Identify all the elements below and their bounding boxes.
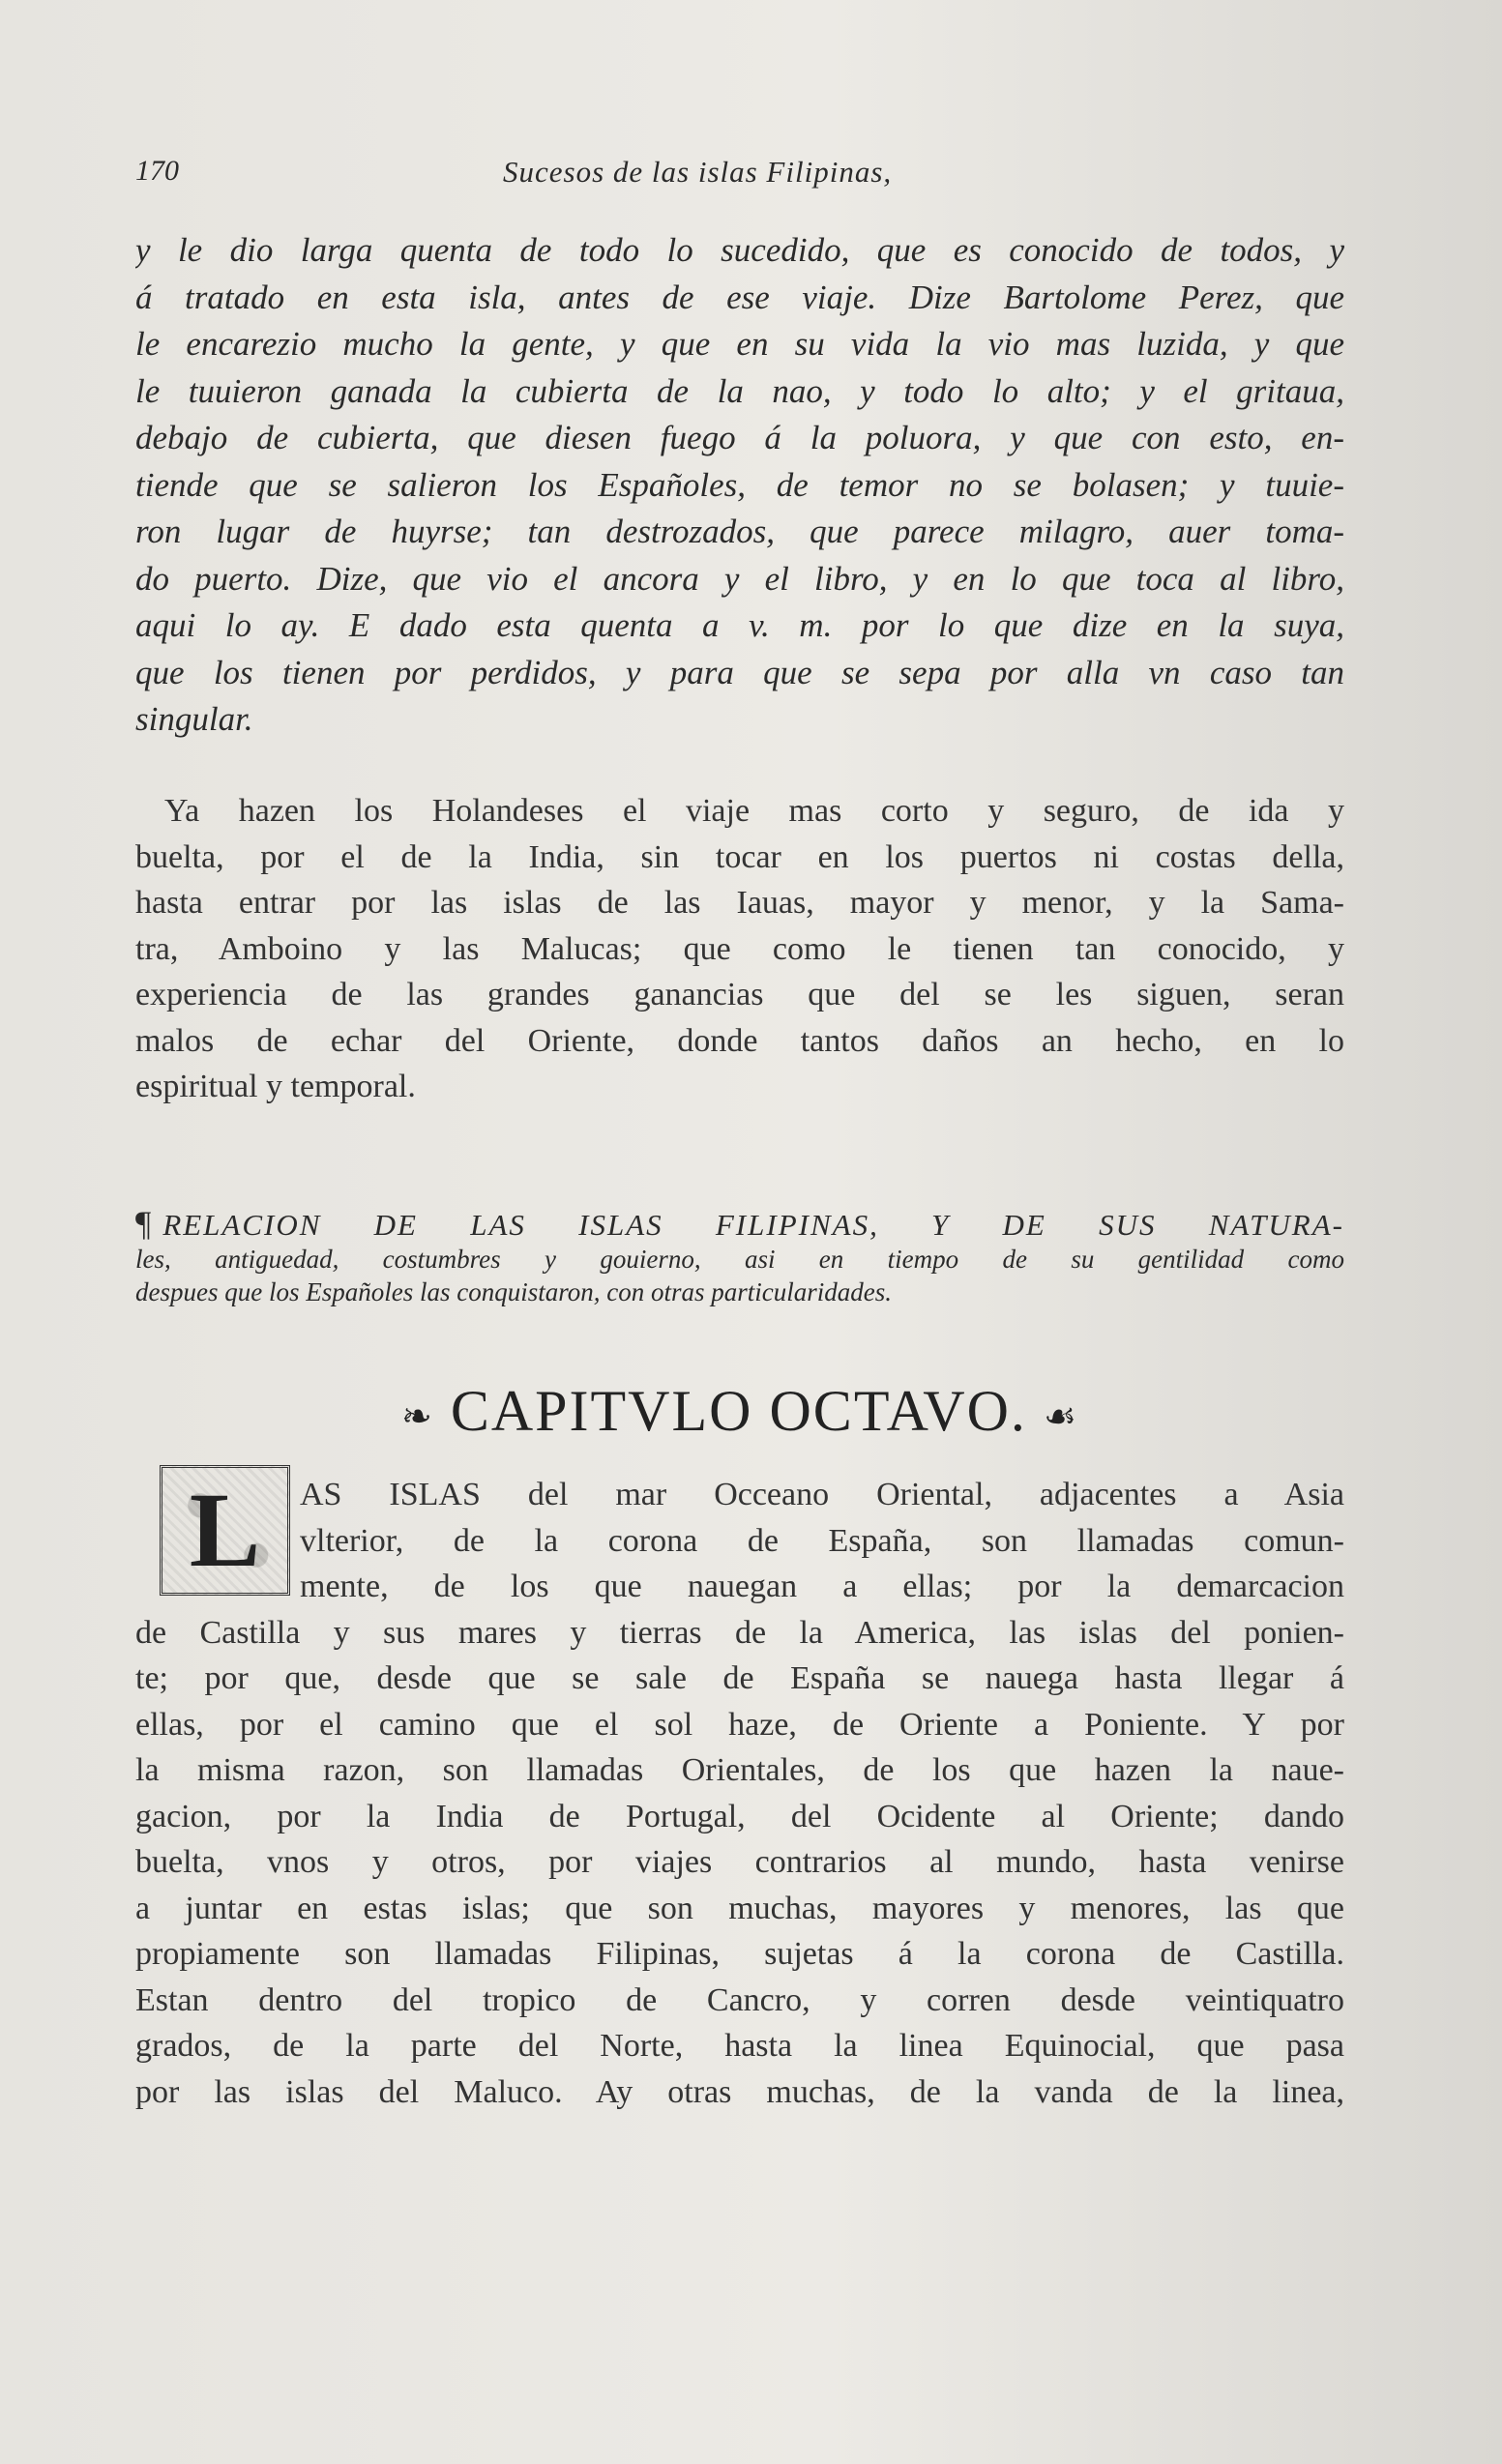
- text-line: Estan dentro del tropico de Cancro, y corren desde veintiquatro: [135, 1981, 1344, 2018]
- text-line: tra, Amboino y las Malucas; que como le tienen tan conocido, y: [135, 930, 1344, 967]
- text-line: singular.: [135, 700, 253, 738]
- text-line: espiritual y temporal.: [135, 1069, 416, 1104]
- text-line: AS ISLAS del mar Occeano Oriental, adjacentes a Asia: [300, 1477, 1344, 1512]
- running-head: Sucesos de las islas Filipinas,: [503, 155, 893, 189]
- text-line: por las islas del Maluco. Ay otras muchas, de la vanda de la linea,: [135, 2073, 1344, 2110]
- page-header: [135, 155, 1344, 203]
- chapter-title-text: CAPITVLO OCTAVO.: [450, 1379, 1027, 1443]
- relacion-line: les, antiguedad, costumbres y gouierno, asi en tiempo de su gentilidad como: [135, 1245, 1344, 1274]
- text-line: do puerto. Dize, que vio el ancora y el libro, y en lo que toca al libro,: [135, 559, 1344, 598]
- text-line: grados, de la parte del Norte, hasta la linea Equinocial, que pasa: [135, 2028, 1344, 2064]
- relacion-heading: [135, 1204, 1344, 1308]
- pilcrow-icon: ¶: [135, 1204, 154, 1243]
- text-line: que los tienen por perdidos, y para que se sepa por alla vn caso tan: [135, 653, 1344, 691]
- text-line: mente, de los que nauegan a ellas; por la demarcacion: [300, 1569, 1344, 1604]
- chapter-title: [135, 1378, 1344, 1445]
- text-line: malos de echar del Oriente, donde tantos daños an hecho, en lo: [135, 1022, 1344, 1059]
- ornament-right-icon: ☙: [1043, 1396, 1079, 1438]
- page-number: 170: [135, 155, 179, 187]
- dropcap-initial: L: [160, 1465, 290, 1596]
- text-line: aqui lo ay. E dado esta quenta a v. m. por lo que dize en la suya,: [135, 606, 1344, 644]
- text-line: gacion, por la India de Portugal, del Ocidente al Oriente; dando: [135, 1798, 1344, 1834]
- text-line: le encarezio mucho la gente, y que en su vida la vio mas luzida, y que: [135, 325, 1344, 363]
- italic-paragraph: [135, 227, 1344, 744]
- text-line: ron lugar de huyrse; tan destrozados, que parece milagro, auer toma-: [135, 513, 1344, 550]
- text-line: la misma razon, son llamadas Orientales, de los que hazen la naue-: [135, 1752, 1344, 1788]
- text-line: a juntar en estas islas; que son muchas, mayores y menores, las que: [135, 1890, 1344, 1926]
- text-line: hasta entrar por las islas de las Iauas, mayor y menor, y la Sama-: [135, 885, 1344, 921]
- text-line: debajo de cubierta, que diesen fuego á la poluora, y que con esto, en-: [135, 419, 1344, 456]
- text-line: propiamente son llamadas Filipinas, sujetas á la corona de Castilla.: [135, 1936, 1344, 1972]
- book-page: [135, 145, 1344, 2369]
- text-line: buelta, por el de la India, sin tocar en los puertos ni costas della,: [135, 838, 1344, 875]
- text-line: tiende que se salieron los Españoles, de temor no se bolasen; y tuuie-: [135, 465, 1344, 504]
- text-line: Ya hazen los Holandeses el viaje mas corto y seguro, de ida y: [164, 793, 1344, 829]
- text-line: le tuuieron ganada la cubierta de la nao, y todo lo alto; y el gritaua,: [135, 371, 1344, 410]
- text-line: ellas, por el camino que el sol haze, de Oriente a Poniente. Y por: [135, 1706, 1344, 1743]
- ornament-left-icon: ❧: [400, 1396, 434, 1438]
- text-line: te; por que, desde que se sale de España se nauega hasta llegar á: [135, 1660, 1344, 1696]
- relacion-line: [135, 1204, 1344, 1243]
- text-line: experiencia de las grandes ganancias que del se les siguen, seran: [135, 977, 1344, 1012]
- text-line: á tratado en esta isla, antes de ese viaje. Dize Bartolome Perez, que: [135, 278, 1344, 316]
- text-line: buelta, vnos y otros, por viajes contrarios al mundo, hasta venirse: [135, 1844, 1344, 1880]
- relacion-line: despues que los Españoles las conquistaron, con otras particularidades.: [135, 1277, 892, 1306]
- chapter-paragraph: [135, 1472, 1344, 2115]
- holandeses-paragraph: [135, 788, 1344, 1110]
- relacion-line-text: RELACION DE LAS ISLAS FILIPINAS, Y DE SUS NATURA-: [162, 1208, 1344, 1242]
- text-line: y le dio larga quenta de todo lo sucedido, que es conocido de todos, y: [135, 231, 1344, 269]
- text-line: vlterior, de la corona de España, son llamadas comun-: [300, 1522, 1344, 1559]
- text-line: de Castilla y sus mares y tierras de la America, las islas del ponien-: [135, 1614, 1344, 1651]
